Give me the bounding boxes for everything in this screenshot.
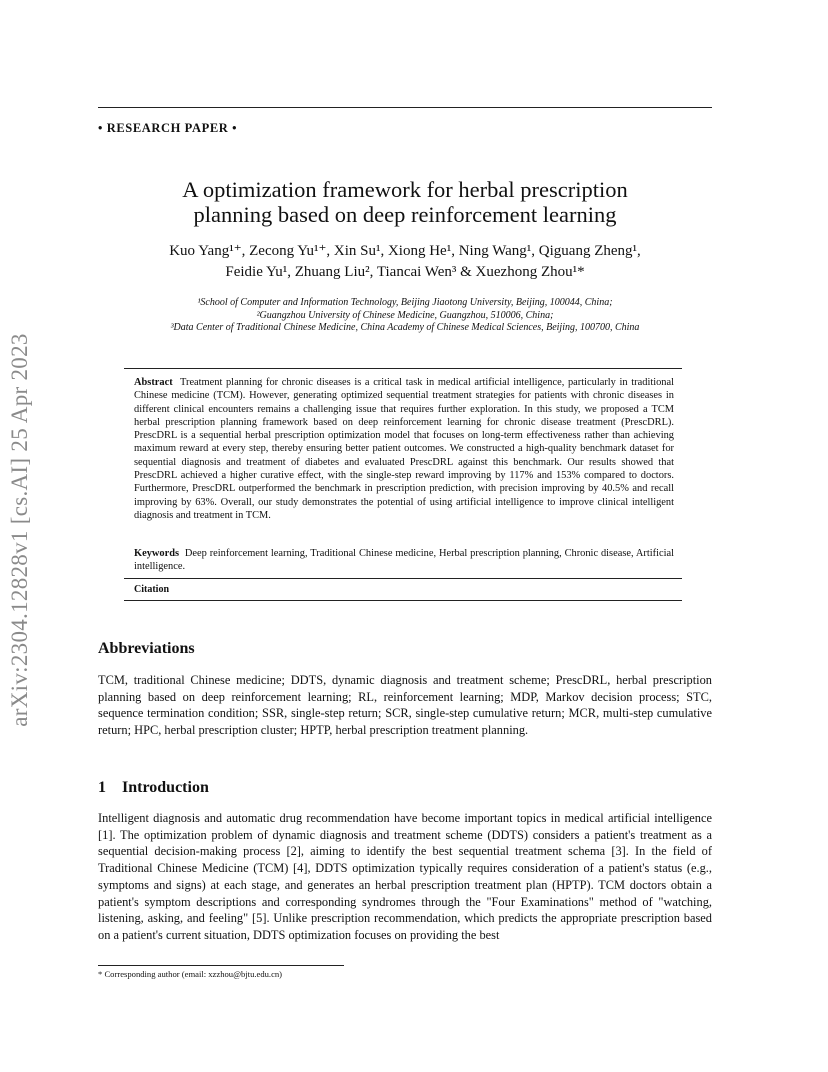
arxiv-identifier: arXiv:2304.12828v1 [cs.AI] 25 Apr 2023 <box>7 333 32 727</box>
abstract <box>134 376 674 522</box>
abbreviations-heading: Abbreviations <box>98 640 195 657</box>
author-list <box>98 241 712 283</box>
affiliation-3: ³Data Center of Traditional Chinese Medicine, China Academy of Chinese Medical Sciences, Beijing, 100700, China <box>170 322 640 333</box>
keywords-text: Deep reinforcement learning, Traditional Chinese medicine, Herbal prescription planning, Chronic disease, Artificial intelligence. <box>134 548 674 573</box>
footnote-rule <box>98 965 344 966</box>
top-rule <box>98 107 712 108</box>
authors-line-2: Feidie Yu¹, Zhuang Liu², Tiancai Wen³ & Xuezhong Zhou¹* <box>225 264 585 280</box>
citation-top-rule <box>124 578 682 579</box>
abstract-bottom-rule <box>124 600 682 601</box>
abstract-label: Abstract <box>134 377 173 388</box>
affiliations <box>98 297 712 335</box>
abstract-text: Treatment planning for chronic diseases is a critical task in medical artificial intelligence, particularly in traditional Chinese medicine (TCM). However, generating optimized sequential treatment strategies for patients with chronic diseases in different clinical encounters remains a challenging issue that requires further exploration. In this study, we proposed a TCM herbal prescription planning framework based on deep reinforcement learning for chronic disease treatment (PrescDRL). PrescDRL is a sequential herbal prescription optimization model that focuses on long-term effectiveness rather than achieving maximum reward at every step, thereby ensuring better patient outcomes. We constructed a high-quality benchmark dataset for sequential diagnosis and treatment of diabetes and evaluated PrescDRL against this benchmark. Our results showed that PrescDRL achieved a higher curative effect, with the single-step reward improving by 117% and 153% compared to doctors. Furthermore, PrescDRL outperformed the benchmark in prescription prediction, with precision improving by 40.5% and recall improving by 63%. Overall, our study demonstrates the potential of using artificial intelligence to improve clinical intelligent diagnosis and treatment in TCM. <box>134 377 674 521</box>
footnote-corresponding-author: * Corresponding author (email: xzzhou@bjtu.edu.cn) <box>98 969 283 979</box>
title-line-2: planning based on deep reinforcement learning <box>193 202 617 227</box>
affiliation-1: ¹School of Computer and Information Technology, Beijing Jiaotong University, Beijing, 100044, China; <box>197 297 613 308</box>
keywords-label: Keywords <box>134 548 180 559</box>
title-line-1: A optimization framework for herbal prescription <box>182 177 628 202</box>
authors-line-1: Kuo Yang¹⁺, Zecong Yu¹⁺, Xin Su¹, Xiong He¹, Ning Wang¹, Qiguang Zheng¹, <box>169 243 641 259</box>
affiliation-2: ²Guangzhou University of Chinese Medicine, Guangzhou, 510006, China; <box>256 309 554 321</box>
abstract-top-rule <box>124 368 682 369</box>
keywords <box>134 547 674 574</box>
introduction-heading: 1 Introduction <box>98 779 209 796</box>
abbreviations-text: TCM, traditional Chinese medicine; DDTS, dynamic diagnosis and treatment scheme; PrescDRL, herbal prescription planning based on deep reinforcement learning; RL, reinforcement learning; MDP, Markov decision process; STC, sequence termination condition; SSR, single-step return; SCR, single-step cumulative return; MCR, multi-step cumulative return; HPC, herbal prescription cluster; HPTP, herbal prescription treatment planning. <box>98 673 712 738</box>
paper-title <box>98 177 712 227</box>
paper-type-tag: • RESEARCH PAPER • <box>98 121 238 135</box>
citation <box>134 583 674 596</box>
introduction-text: Intelligent diagnosis and automatic drug recommendation have become important topics in medical artificial intelligence [1]. The optimization problem of dynamic diagnosis and treatment scheme (DDTS) considers a patient's treatment as a sequential decision-making process [2], aiming to identify the best sequential treatment schema [3]. In the field of Traditional Chinese Medicine (TCM) [4], DDTS optimization typically requires consideration of a patient's status (e.g., symptoms and signs) at each stage, and generates an herbal prescription treatment plan (HPTP). TCM doctors obtain a patient's symptom descriptions and corresponding syndromes through the "Four Examinations" method of "watching, listening, asking, and feeling" [5]. Unlike prescription recommendation, which predicts the appropriate prescription based on a patient's current situation, DDTS optimization focuses on providing the best <box>98 811 712 942</box>
citation-label: Citation <box>134 584 169 595</box>
